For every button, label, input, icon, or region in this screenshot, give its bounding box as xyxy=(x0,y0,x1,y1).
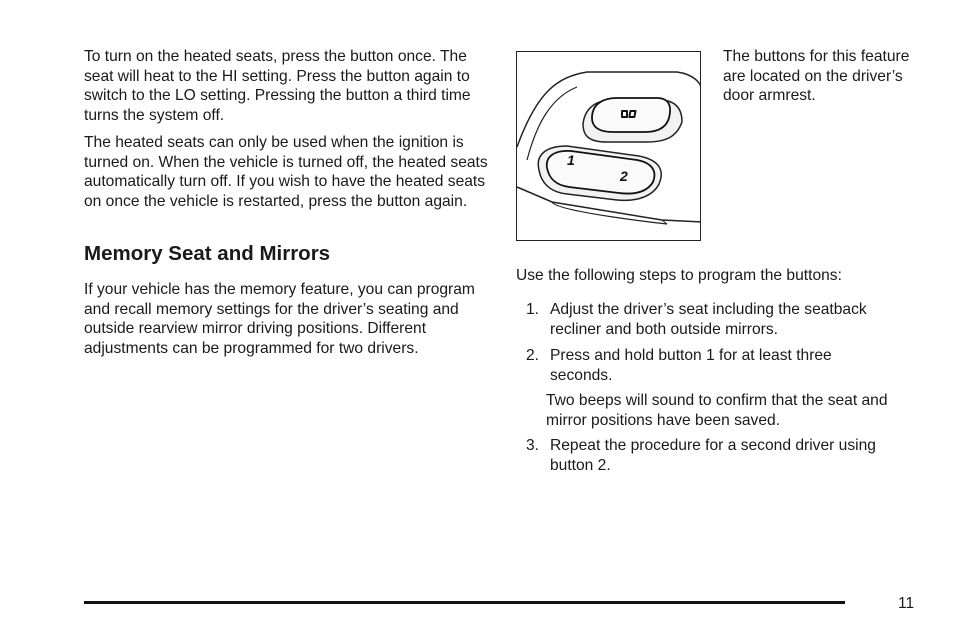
step-number: 1. xyxy=(526,301,540,318)
memory-buttons-illustration xyxy=(516,51,701,241)
step-number: 3. xyxy=(526,437,540,454)
step-number: 2. xyxy=(526,347,540,364)
memory-seat-button xyxy=(592,98,670,132)
armrest-drawing xyxy=(517,52,701,241)
step-text: Press and hold button 1 for at least three seconds. xyxy=(550,347,832,384)
memory-feature-description: If your vehicle has the memory feature, you can program and recall memory settings for the driver’s seating and outside rearview mirror driving positions. Different adjustments can be programmed for two drivers. xyxy=(84,281,475,357)
heated-seats-ignition-note: The heated seats can only be used when the ignition is turned on. When the vehicle is turned off, the heated seats automatically turn off. If you wish to have the heated seats on once the vehicle is restarted, press the button again. xyxy=(84,134,488,210)
step-text: Adjust the driver’s seat including the seatback recliner and both outside mirrors. xyxy=(550,301,867,338)
step-text: Repeat the procedure for a second driver using button 2. xyxy=(550,437,876,474)
memory-button-1-label: 1 xyxy=(567,152,575,168)
figure-caption: The buttons for this feature are located on the driver’s door armrest. xyxy=(723,48,910,105)
footer-rule xyxy=(84,601,845,604)
step-note: Two beeps will sound to confirm that the seat and mirror positions have been saved. xyxy=(546,392,888,429)
heated-seats-instructions: To turn on the heated seats, press the button once. The seat will heat to the HI setting. Press the button again to switch to the LO setting. Pressing the button a third time turns the system off. xyxy=(84,48,471,124)
memory-button-2-label: 2 xyxy=(620,168,628,184)
section-heading: Memory Seat and Mirrors xyxy=(84,242,331,265)
page-number: 11 xyxy=(898,595,915,612)
steps-intro: Use the following steps to program the buttons: xyxy=(516,267,842,284)
